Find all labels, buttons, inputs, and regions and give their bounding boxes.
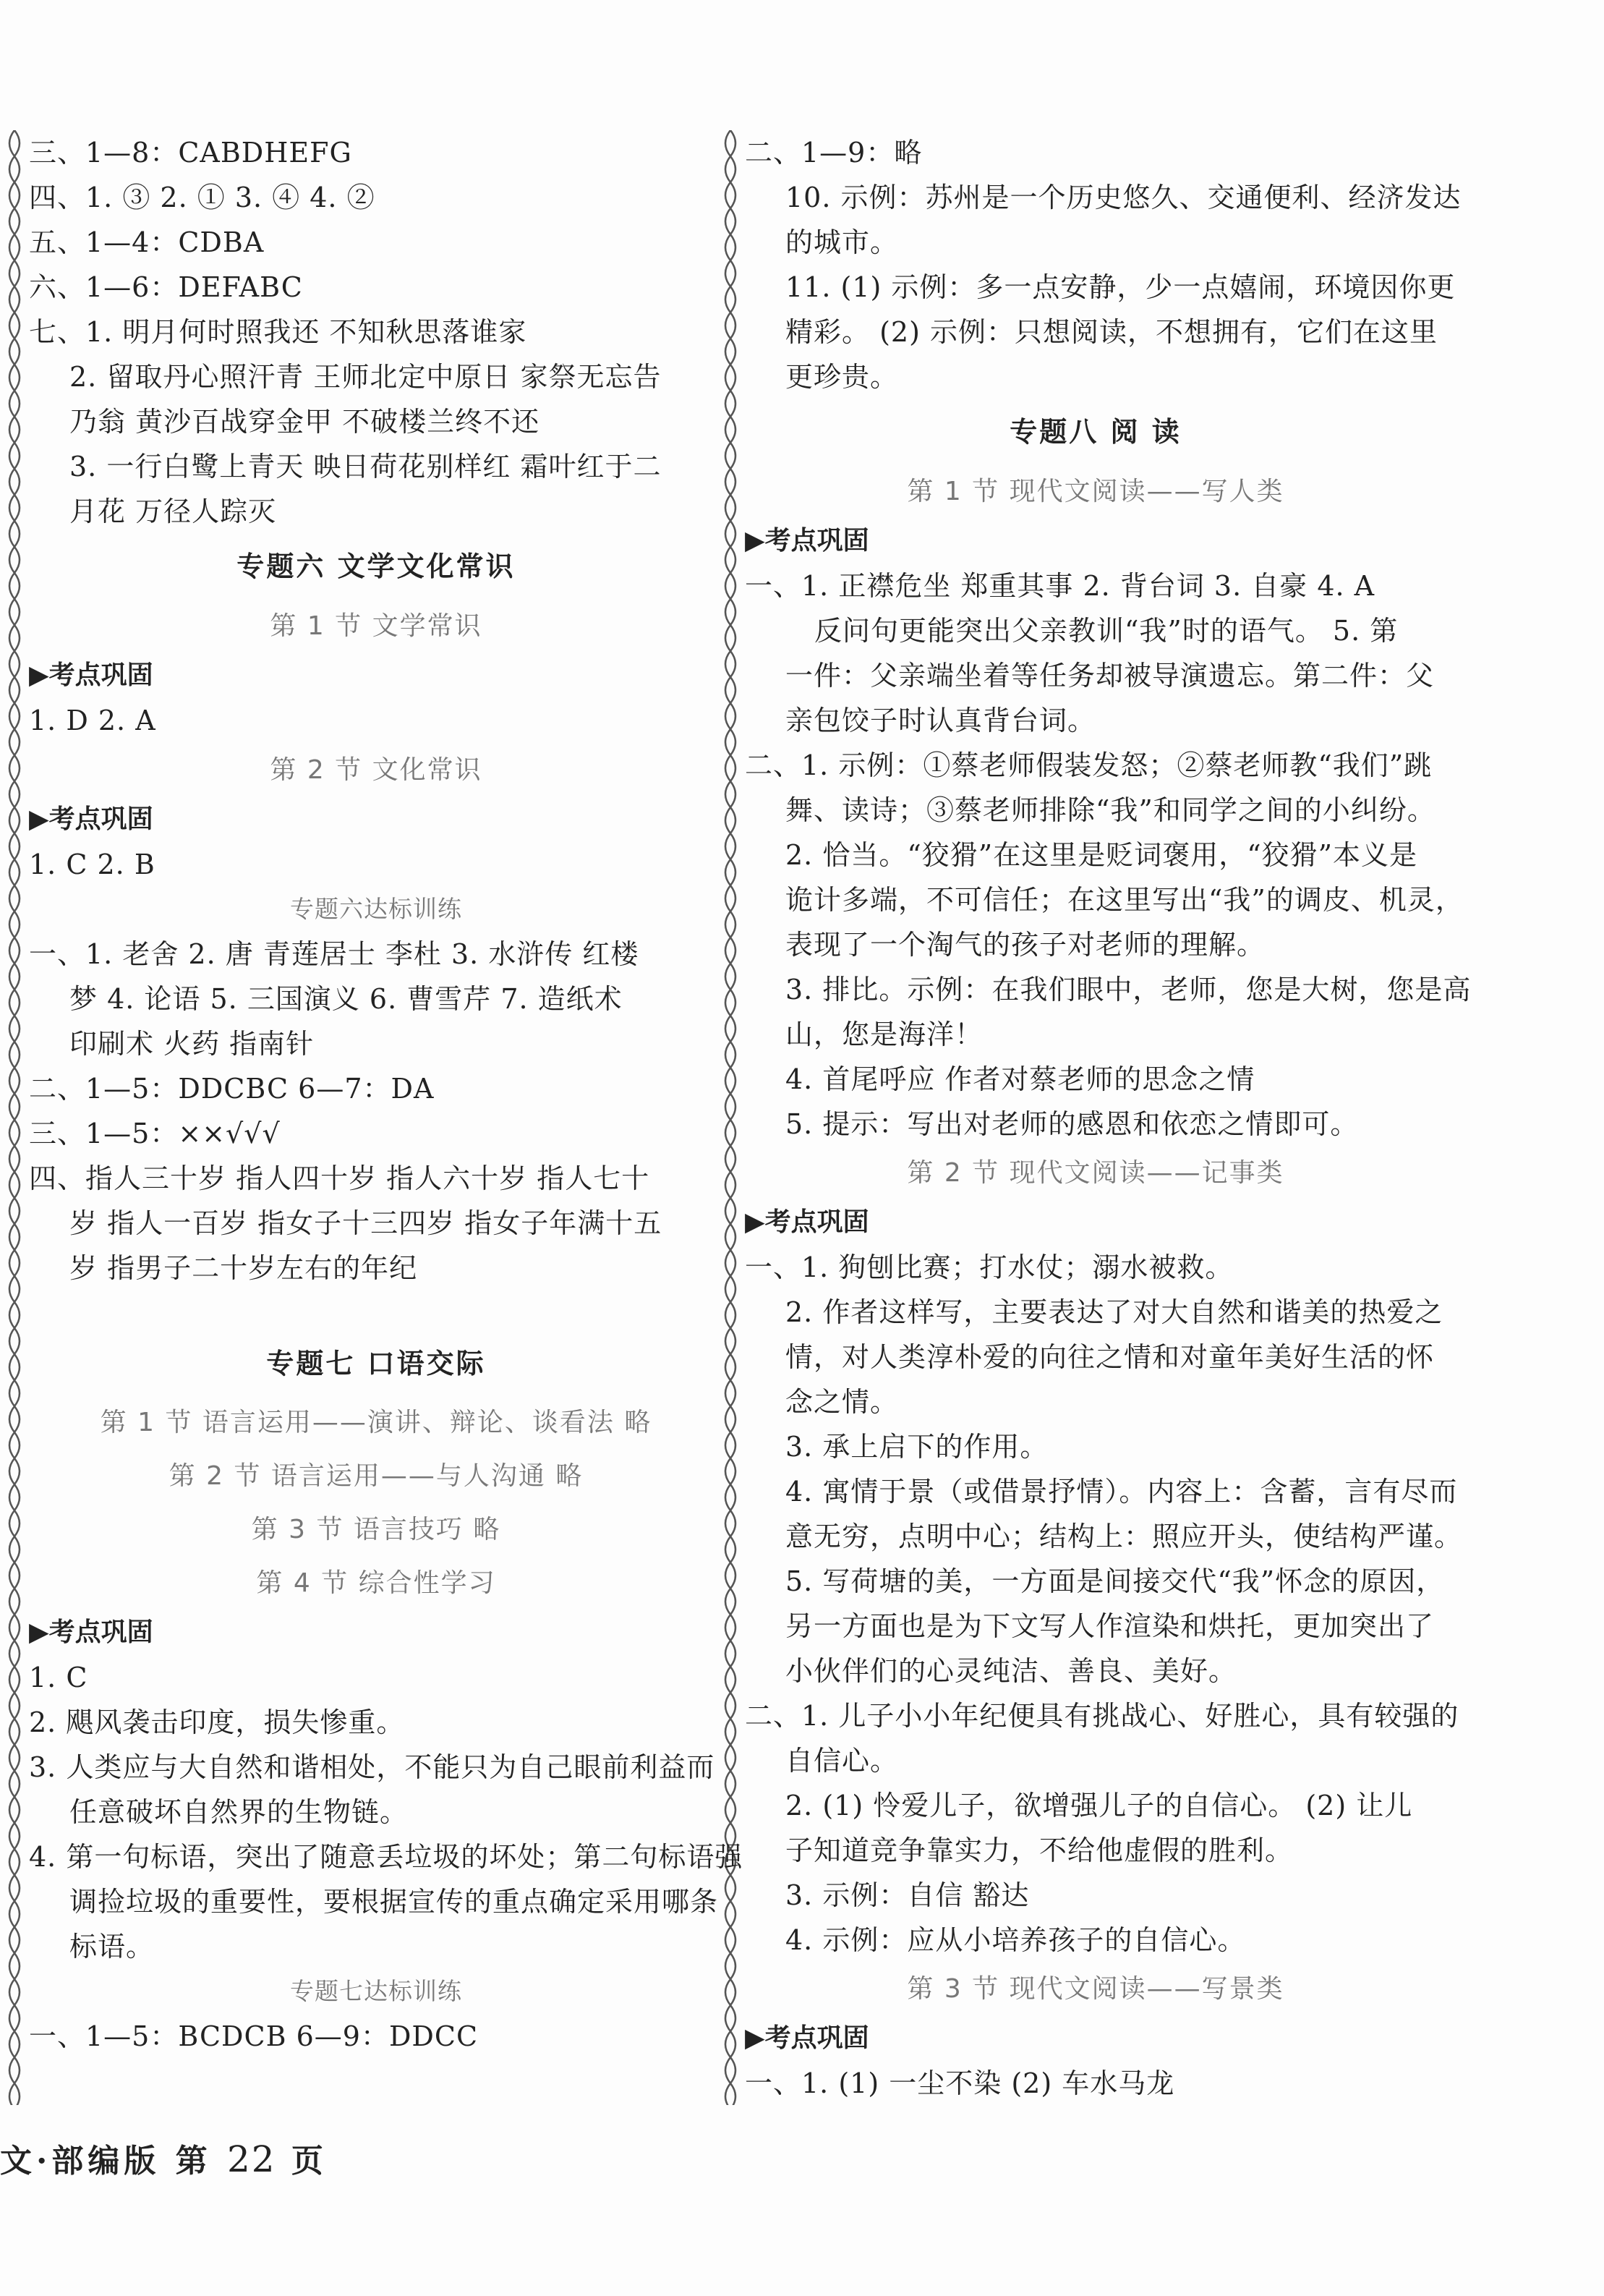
answer-line: 月花 万径人踪灭 (69, 496, 277, 527)
answer-line: 4. 第一句标语，突出了随意丢垃圾的坏处；第二句标语强 (29, 1841, 743, 1873)
answer-line: 三、1—5：××√√√ (29, 1118, 281, 1149)
answer-line: 诡计多端，不可信任；在这里写出“我”的调皮、机灵， (785, 884, 1464, 916)
answer-line: 印刷术 火药 指南针 (69, 1028, 315, 1060)
answer-line: 二、1—5：DDCBC 6—7：DA (29, 1073, 435, 1105)
page-footer (0, 2134, 328, 2185)
page-number: 22 (226, 2138, 276, 2180)
answer-line: 一、1—5：BCDCB 6—9：DDCC (29, 2020, 479, 2052)
answer-line: 表现了一个淘气的孩子对老师的理解。 (785, 929, 1266, 961)
answer-line: 岁 指人一百岁 指女子十三四岁 指女子年满十五 (69, 1207, 662, 1239)
answer-line: 子知道竞争靠实力，不给他虚假的胜利。 (785, 1834, 1294, 1866)
answer-line: 2. 飓风袭击印度，损失惨重。 (29, 1706, 405, 1738)
answer-line: 3. 示例：自信 豁达 (785, 1879, 1030, 1911)
answer-line: 梦 4. 论语 5. 三国演义 6. 曹雪芹 7. 造纸术 (69, 983, 623, 1015)
section-title: 第 4 节 综合性学习 (256, 1568, 496, 1598)
answer-line: 意无穷，点明中心；结构上：照应开头，使结构严谨。 (785, 1521, 1463, 1552)
answer-line: 11. (1) 示例：多一点安静，少一点嬉闹，环境因你更 (785, 271, 1456, 303)
answer-line: 一、1. 正襟危坐 郑重其事 2. 背台词 3. 自豪 4. A (745, 570, 1375, 602)
drill-title: 专题六达标训练 (290, 895, 462, 923)
answer-line: 四、指人三十岁 指人四十岁 指人六十岁 指人七十 (29, 1162, 650, 1194)
answer-line: 一、1. 老舍 2. 唐 青莲居士 李杜 3. 水浒传 红楼 (29, 938, 639, 970)
answer-line: 2. 恰当。“狡猾”在这里是贬词褒用，“狡猾”本义是 (785, 839, 1418, 871)
answer-line: 2. 作者这样写，主要表达了对大自然和谐美的热爱之 (785, 1296, 1443, 1328)
key-points-heading: ▶考点巩固 (745, 2023, 869, 2053)
answer-line: 岁 指男子二十岁左右的年纪 (69, 1252, 418, 1284)
footer-label: 文·部编版 第 (0, 2143, 212, 2180)
answer-line: 五、1—4：CDBA (29, 226, 265, 258)
answer-line: 任意破坏自然界的生物链。 (69, 1796, 409, 1828)
answer-line: 念之情。 (785, 1386, 899, 1418)
answer-line: 反问句更能突出父亲教训“我”时的语气。 5. 第 (814, 615, 1399, 647)
answer-line: 3. 一行白鹭上青天 映日荷花别样红 霜叶红于二 (69, 451, 662, 482)
left-column (29, 130, 743, 2059)
answer-line: 自信心。 (785, 1745, 899, 1777)
answer-line: 10. 示例：苏州是一个历史悠久、交通便利、经济发达 (785, 182, 1462, 213)
topic-six-title: 专题六 文学文化常识 (236, 550, 516, 582)
answer-line: 3. 排比。示例：在我们眼中，老师，您是大树，您是高 (785, 974, 1472, 1005)
answer-line: 调捡垃圾的重要性，要根据宣传的重点确定采用哪条 (69, 1886, 719, 1918)
answer-line: 5. 提示：写出对老师的感恩和依恋之情即可。 (785, 1108, 1359, 1140)
answer-line: 1. C (29, 1662, 88, 1693)
key-points-heading: ▶考点巩固 (29, 804, 153, 834)
section-title: 第 1 节 文学常识 (270, 611, 482, 641)
right-column (745, 130, 1472, 2106)
answer-line: 4. 示例：应从小培养孩子的自信心。 (785, 1924, 1246, 1956)
answer-line: 二、1—9：略 (745, 137, 923, 169)
drill-title: 专题七达标训练 (290, 1977, 462, 2005)
answer-line: 1. D 2. A (29, 705, 156, 736)
answer-line: 一、1. 狗刨比赛；打水仗；溺水被救。 (745, 1251, 1234, 1283)
answer-line: 情，对人类淳朴爱的向往之情和对童年美好生活的怀 (785, 1341, 1435, 1373)
answer-line: 二、1. 儿子小小年纪便具有挑战心、好胜心，具有较强的 (745, 1700, 1459, 1732)
footer-suffix: 页 (291, 2143, 328, 2180)
section-title: 第 2 节 现代文阅读——记事类 (907, 1158, 1284, 1188)
answer-line: 5. 写荷塘的美，一方面是间接交代“我”怀念的原因， (785, 1565, 1445, 1597)
answer-line: 七、1. 明月何时照我还 不知秋思落谁家 (29, 316, 527, 348)
section-title: 第 2 节 文化常识 (270, 755, 482, 785)
key-points-heading: ▶考点巩固 (29, 660, 153, 690)
answer-line: 3. 人类应与大自然和谐相处，不能只为自己眼前利益而 (29, 1751, 715, 1783)
answer-line: 4. 首尾呼应 作者对蔡老师的思念之情 (785, 1063, 1255, 1095)
answer-line: 的城市。 (785, 226, 899, 258)
answer-line: 4. 寓情于景（或借景抒情）。内容上：含蓄，言有尽而 (785, 1476, 1458, 1508)
left-vine-border-icon (0, 130, 29, 2105)
answer-line: 另一方面也是为下文写人作渲染和烘托，更加突出了 (785, 1610, 1435, 1642)
key-points-heading: ▶考点巩固 (29, 1617, 153, 1647)
answer-line: 小伙伴们的心灵纯洁、善良、美好。 (785, 1655, 1237, 1687)
section-title: 第 3 节 现代文阅读——写景类 (907, 1974, 1284, 2004)
answer-line: 一、1. (1) 一尘不染 (2) 车水马龙 (745, 2067, 1175, 2099)
topic-seven-title: 专题七 口语交际 (266, 1348, 486, 1379)
section-title: 第 1 节 现代文阅读——写人类 (907, 477, 1284, 506)
answer-line: 三、1—8：CABDHEFG (29, 137, 352, 169)
answer-line: 更珍贵。 (785, 361, 899, 393)
answer-line: 一件：父亲端坐着等任务却被导演遗忘。第二件：父 (785, 660, 1435, 692)
answer-line: 标语。 (69, 1931, 155, 1963)
topic-eight-title: 专题八 阅 读 (1010, 416, 1182, 448)
answer-line: 山，您是海洋！ (785, 1019, 984, 1050)
answer-line: 1. C 2. B (29, 849, 155, 880)
answer-line: 乃翁 黄沙百战穿金甲 不破楼兰终不还 (69, 406, 540, 438)
answer-line: 2. 留取丹心照汗青 王师北定中原日 家祭无忘告 (69, 361, 662, 393)
answer-line: 四、1. ③ 2. ① 3. ④ 4. ② (29, 182, 375, 213)
section-title: 第 2 节 语言运用——与人沟通 略 (168, 1461, 584, 1491)
answer-line: 亲包饺子时认真背台词。 (785, 705, 1096, 736)
key-points-heading: ▶考点巩固 (745, 1207, 869, 1237)
answer-line: 精彩。 (2) 示例：只想阅读，不想拥有，它们在这里 (785, 316, 1438, 348)
section-title: 第 1 节 语言运用——演讲、辩论、谈看法 略 (100, 1408, 652, 1437)
key-points-heading: ▶考点巩固 (745, 526, 869, 556)
answer-line: 六、1—6：DEFABC (29, 271, 303, 303)
answer-line: 舞、读诗；③蔡老师排除“我”和同学之间的小纠纷。 (785, 794, 1436, 826)
answer-line: 2. (1) 怜爱儿子，欲增强儿子的自信心。 (2) 让儿 (785, 1790, 1413, 1821)
section-title: 第 3 节 语言技巧 略 (251, 1515, 501, 1544)
answer-line: 二、1. 示例：①蔡老师假装发怒；②蔡老师教“我们”跳 (745, 749, 1433, 781)
answer-line: 3. 承上启下的作用。 (785, 1431, 1049, 1463)
